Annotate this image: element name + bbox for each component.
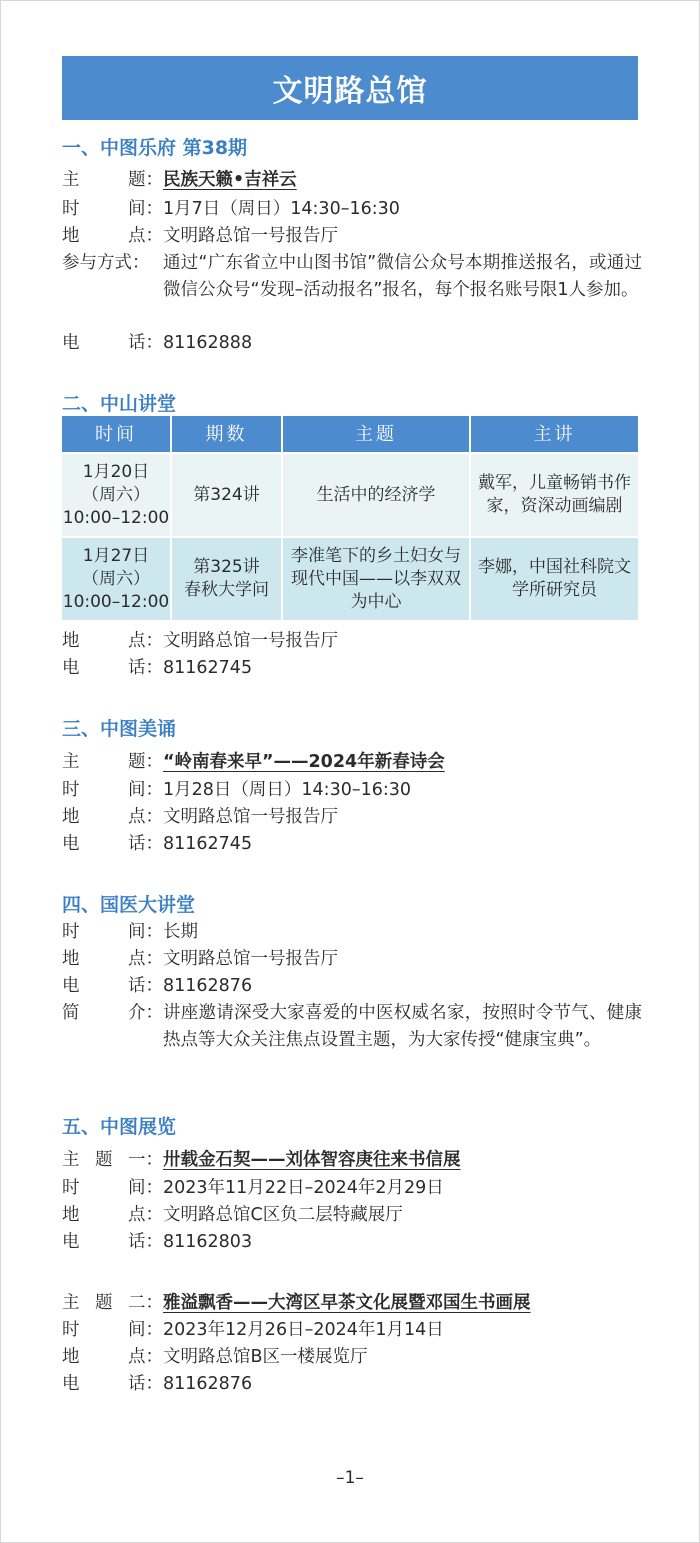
section-title-2: 二、中山讲堂 [62, 393, 177, 415]
row-value: 2023年11月22日–2024年2月29日 [163, 1178, 444, 1198]
table-row [62, 537, 638, 620]
info-row-time [62, 196, 642, 223]
row-value: 81162745 [163, 834, 253, 854]
info-row-venue [62, 804, 642, 831]
info-row-intro [62, 1000, 642, 1054]
exhibition-1-topic [62, 1147, 642, 1174]
row-label: 时 间： [62, 922, 163, 942]
row-value: 文明路总馆一号报告厅 [163, 226, 338, 246]
section-title-3: 三、中图美诵 [62, 718, 177, 740]
row-value: 文明路总馆C区负二层特藏展厅 [163, 1205, 403, 1225]
exhibition-2-time [62, 1317, 642, 1344]
table-header-row [62, 416, 638, 453]
row-label: 电 话： [62, 658, 163, 678]
row-label: 地 点： [62, 631, 163, 651]
row-value: 81162876 [163, 1374, 253, 1394]
row-label: 电 话： [62, 976, 163, 996]
row-label: 地 点： [62, 226, 163, 246]
info-row-phone [62, 655, 642, 682]
page-number: –1– [336, 1468, 364, 1488]
row-label: 电 话： [62, 834, 163, 854]
row-value: 卅载金石契——刘体智容庚往来书信展 [163, 1150, 461, 1170]
row-label: 参与方式： [62, 253, 150, 273]
row-value: 文明路总馆一号报告厅 [163, 949, 338, 969]
cell-time: 1月20日 （周六） 10:00–12:00 [62, 453, 171, 537]
cell-topic: 生活中的经济学 [282, 453, 470, 537]
exhibition-2-venue [62, 1344, 642, 1371]
row-label: 电 话： [62, 1232, 163, 1252]
table-row [62, 453, 638, 537]
row-label: 时 间： [62, 199, 163, 219]
row-value: 雅溢飘香——大湾区早茶文化展暨邓国生书画展 [163, 1293, 531, 1313]
row-value: 1月7日（周日）14:30–16:30 [163, 199, 400, 219]
row-label: 时 间： [62, 780, 163, 800]
cell-issue: 第325讲 春秋大学问 [171, 537, 282, 620]
info-row-time [62, 919, 642, 946]
row-value: 文明路总馆一号报告厅 [163, 631, 338, 651]
row-value: 1月28日（周日）14:30–16:30 [163, 780, 412, 800]
info-row-phone [62, 831, 642, 858]
lecture-schedule-table [62, 416, 638, 620]
info-row-phone [62, 330, 642, 357]
row-label: 电 话： [62, 1374, 163, 1394]
column-header-issue: 期数 [171, 416, 282, 453]
cell-speaker: 李娜，中国社科院文学所研究员 [470, 537, 638, 620]
column-header-topic: 主题 [282, 416, 470, 453]
cell-issue: 第324讲 [171, 453, 282, 537]
row-label: 主 题 一： [62, 1150, 163, 1170]
row-value: 文明路总馆一号报告厅 [163, 807, 338, 827]
column-header-time: 时间 [62, 416, 171, 453]
exhibition-1-phone [62, 1229, 642, 1256]
exhibition-2-topic [62, 1290, 642, 1317]
exhibition-2-phone [62, 1371, 642, 1398]
info-row-time [62, 777, 642, 804]
section-title-4: 四、国医大讲堂 [62, 894, 196, 916]
row-value: 81162888 [163, 333, 253, 353]
row-label: 地 点： [62, 807, 163, 827]
section-title-1: 一、中图乐府 第38期 [62, 137, 248, 159]
info-row-phone [62, 973, 642, 1000]
row-value: 2023年12月26日–2024年1月14日 [163, 1320, 444, 1340]
info-row-venue [62, 223, 642, 250]
cell-time: 1月27日 （周六） 10:00–12:00 [62, 537, 171, 620]
exhibition-1-venue [62, 1202, 642, 1229]
column-header-speaker: 主讲 [470, 416, 638, 453]
info-row-participation [62, 250, 642, 304]
row-label: 地 点： [62, 1347, 163, 1367]
row-label: 简 介： [62, 1003, 163, 1023]
page-title-banner: 文明路总馆 [62, 56, 638, 120]
row-label: 地 点： [62, 949, 163, 969]
row-value: 长期 [163, 922, 198, 942]
info-row-venue [62, 946, 642, 973]
row-value: 81162876 [163, 976, 253, 996]
row-value: 讲座邀请深受大家喜爱的中医权威名家，按照时令节气、健康热点等大众关注焦点设置主题，为大家传授“健康宝典”。 [163, 1003, 642, 1050]
info-row-topic [62, 167, 642, 194]
row-value: 81162745 [163, 658, 253, 678]
row-value: 81162803 [163, 1232, 253, 1252]
row-label: 主 题 二： [62, 1293, 163, 1313]
cell-topic: 李准笔下的乡土妇女与现代中国——以李双双为中心 [282, 537, 470, 620]
row-value: “岭南春来早”——2024年新春诗会 [163, 752, 445, 772]
row-value: 通过“广东省立中山图书馆”微信公众号本期推送报名，或通过微信公众号“发现–活动报名”报名，每个报名账号限1人参加。 [163, 253, 642, 300]
row-label: 时 间： [62, 1178, 163, 1198]
cell-speaker: 戴军，儿童畅销书作家，资深动画编剧 [470, 453, 638, 537]
row-label: 地 点： [62, 1205, 163, 1225]
section-title-5: 五、中图展览 [62, 1116, 177, 1138]
row-label: 主 题： [62, 170, 163, 190]
info-row-venue [62, 628, 642, 655]
row-label: 时 间： [62, 1320, 163, 1340]
row-label: 主 题： [62, 752, 163, 772]
exhibition-1-time [62, 1175, 642, 1202]
row-value: 文明路总馆B区一楼展览厅 [163, 1347, 368, 1367]
row-value: 民族天籁•吉祥云 [163, 170, 297, 190]
info-row-topic [62, 749, 642, 776]
row-label: 电 话： [62, 333, 163, 353]
